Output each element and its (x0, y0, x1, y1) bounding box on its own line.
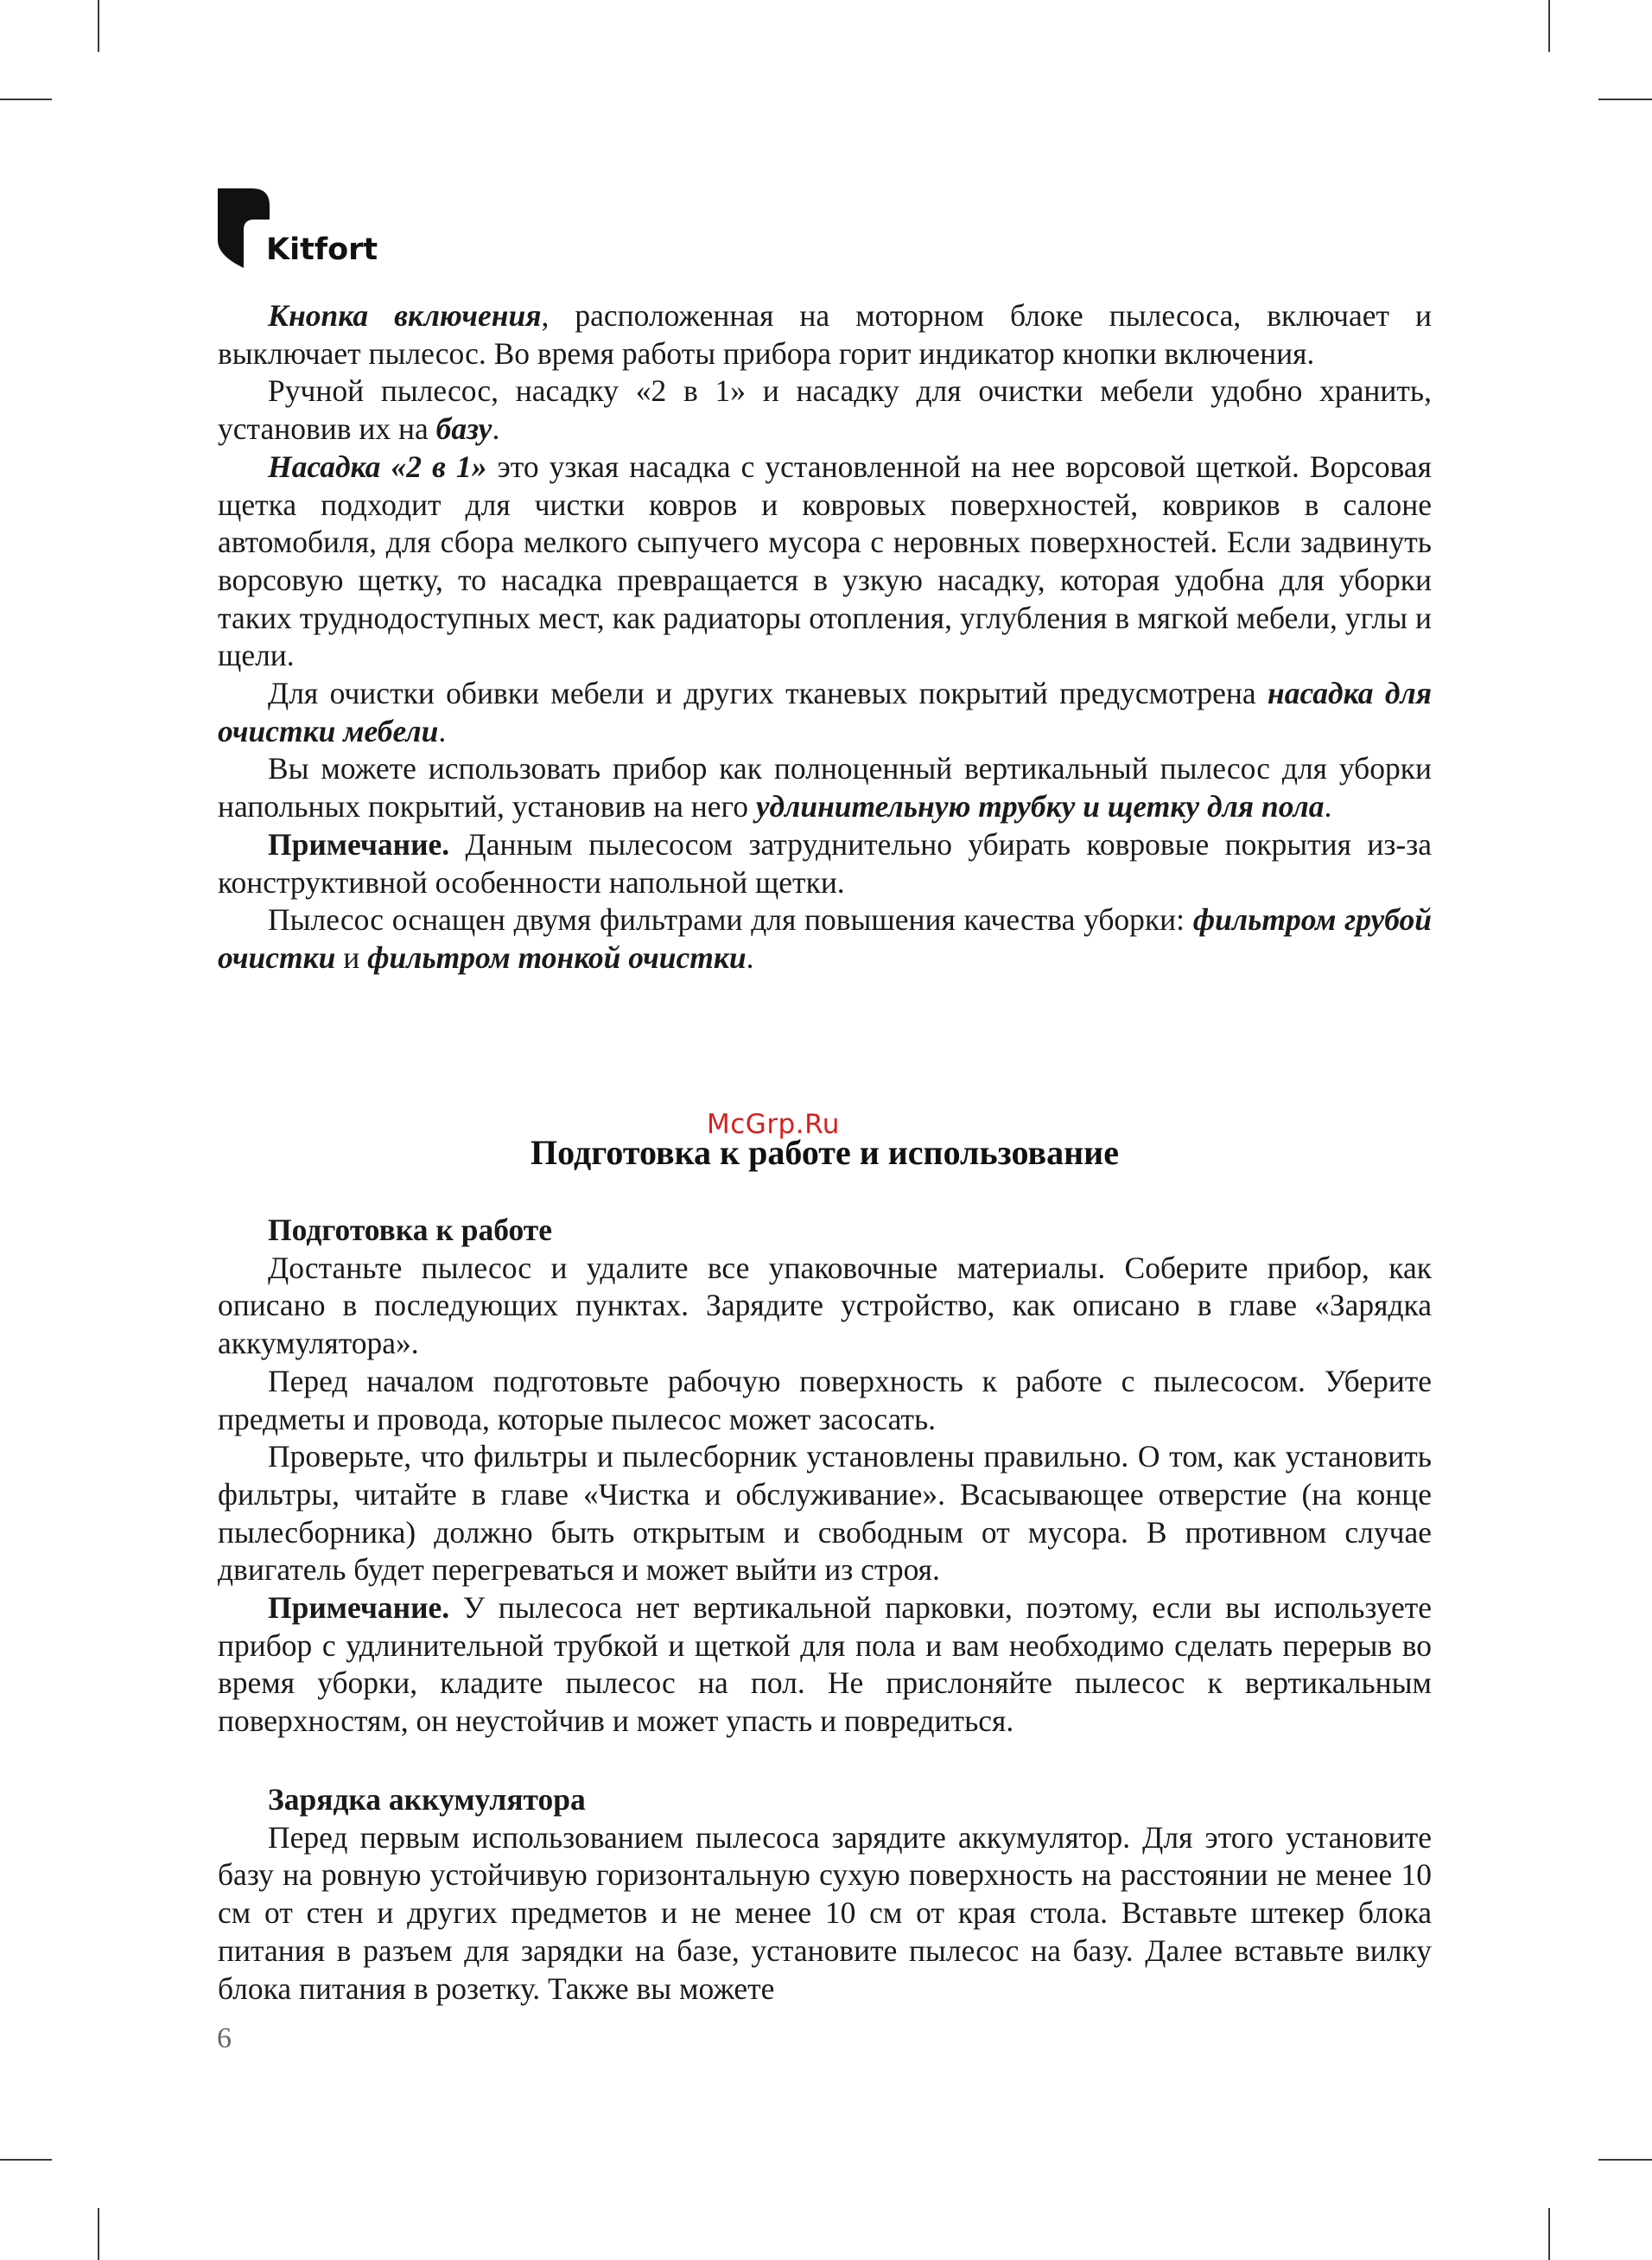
paragraph (218, 750, 1432, 825)
watermark: McGrp.Ru (707, 1109, 840, 1140)
subsection-heading: Зарядка аккумулятора (268, 1782, 586, 1817)
crop-mark-top-left (98, 0, 99, 52)
paragraph-text: Пылесос оснащен двумя фильтрами для повышения качества уборки: (268, 902, 1193, 938)
charging-text-block (218, 1781, 1432, 2008)
term-bold: Насадка «2 в 1» (268, 449, 487, 484)
term-bold: удлинительную трубку и щетку для пола (755, 789, 1325, 824)
section-title: Подготовка к работе и использование (531, 1133, 1119, 1172)
logo-brand-text: Kitfort (266, 232, 378, 267)
crop-mark-top-right (1548, 0, 1550, 52)
paragraph (218, 826, 1432, 901)
paragraph-text: это узкая насадка с установленной на нее ворсовой щеткой. Ворсовая щетка подходит для чистки ковров и ковровых поверхностей, ковриков в салоне автомобиля, для сбора мелкого сыпучего мусора с неровных поверхностей. Если задвинуть ворсовую щетку, то насадка превращается в узкую насадку, которая удобна для уборки таких труднодоступных мест, как радиаторы отопления, углубления в мягкой мебели, углы и щели. (218, 449, 1432, 673)
paragraph-end: . (1324, 789, 1332, 824)
paragraph: Проверьте, что фильтры и пылесборник установлены правильно. О том, как установить фильтры, читайте в главе «Чистка и обслуживание». Всасывающее отверстие (на конце пылесборника) должно быть открытым и свободным от мусора. В противном случае двигатель будет перегреваться и может выйти из строя. (218, 1439, 1432, 1588)
paragraph (218, 1589, 1432, 1741)
paragraph: Перед началом подготовьте рабочую поверхность к работе с пылесосом. Уберите предметы и провода, которые пылесос может засосать. (218, 1363, 1432, 1436)
page-number: 6 (217, 2022, 232, 2054)
crop-mark-top-right-h (1598, 99, 1652, 100)
note-label: Примечание. (268, 1590, 450, 1626)
kitfort-logo-icon (218, 188, 270, 268)
crop-mark-bottom-right-h (1598, 2159, 1652, 2161)
crop-mark-bottom-right (1548, 2208, 1550, 2260)
paragraph-end: . (492, 411, 500, 447)
paragraph: Перед первым использованием пылесоса зарядите аккумулятор. Для этого установите базу на ровную устойчивую горизонтальную сухую поверхность на расстоянии не менее 10 см от стен и других предметов и не менее 10 см от края стола. Вставьте штекер блока питания в разъем для зарядки на базе, установите пылесос на базу. Далее вставьте вилку блока питания в розетку. Также вы можете (218, 1819, 1432, 2006)
crop-mark-bottom-left-h (0, 2159, 52, 2161)
paragraph-text: Для очистки обивки мебели и других тканевых покрытий предусмотрена (268, 676, 1268, 711)
paragraph-text: Данным пылесосом затруднительно убирать ковровые покрытия из-за конструктивной особенности напольной щетки. (218, 826, 1432, 900)
paragraph (218, 297, 1432, 372)
kitfort-logo (218, 188, 391, 271)
term-bold: базу (435, 411, 492, 447)
crop-mark-top-left-h (0, 99, 52, 100)
paragraph-text: Вы можете использовать прибор как полноценный вертикальный пылесос для уборки напольных покрытий, установив на него (218, 751, 1432, 824)
intro-text-block (218, 297, 1432, 977)
paragraph-text: , расположенная на моторном блоке пылесоса, включает и выключает пылесос. Во время работы прибора горит индикатор кнопки включения. (218, 298, 1433, 371)
paragraph (218, 901, 1432, 977)
term-bold: Кнопка включения (268, 298, 542, 333)
paragraph-text: и (335, 939, 368, 975)
subsection-heading: Подготовка к работе (268, 1213, 552, 1247)
crop-mark-bottom-left (98, 2208, 99, 2260)
paragraph (218, 449, 1432, 675)
paragraph-end: . (746, 939, 754, 975)
term-bold: фильтром грубой очистки (218, 902, 1433, 975)
term-bold: насадка для очистки мебели (218, 676, 1432, 748)
paragraph (218, 675, 1432, 750)
paragraph-end: . (438, 713, 447, 748)
note-label: Примечание. (268, 826, 450, 862)
term-bold: фильтром тонкой очистки (367, 939, 747, 975)
paragraph: Достаньте пылесос и удалите все упаковочные материалы. Соберите прибор, как описано в последующих пунктах. Зарядите устройство, как описано в главе «Зарядка аккумулятора». (218, 1250, 1432, 1361)
paragraph-text: У пылесоса нет вертикальной парковки, поэтому, если вы используете прибор с удлинительной трубкой и щеткой для пола и вам необходимо сделать перерыв во время уборки, кладите пылесос на пол. Не прислоняйте пылесос к вертикальным поверхностям, он неустойчив и может упасть и повредиться. (218, 1590, 1432, 1739)
preparation-text-block (218, 1212, 1432, 1741)
paragraph (218, 372, 1432, 448)
paragraph-text: Ручной пылесос, насадку «2 в 1» и насадку для очистки мебели удобно хранить, установив их на (218, 373, 1432, 447)
